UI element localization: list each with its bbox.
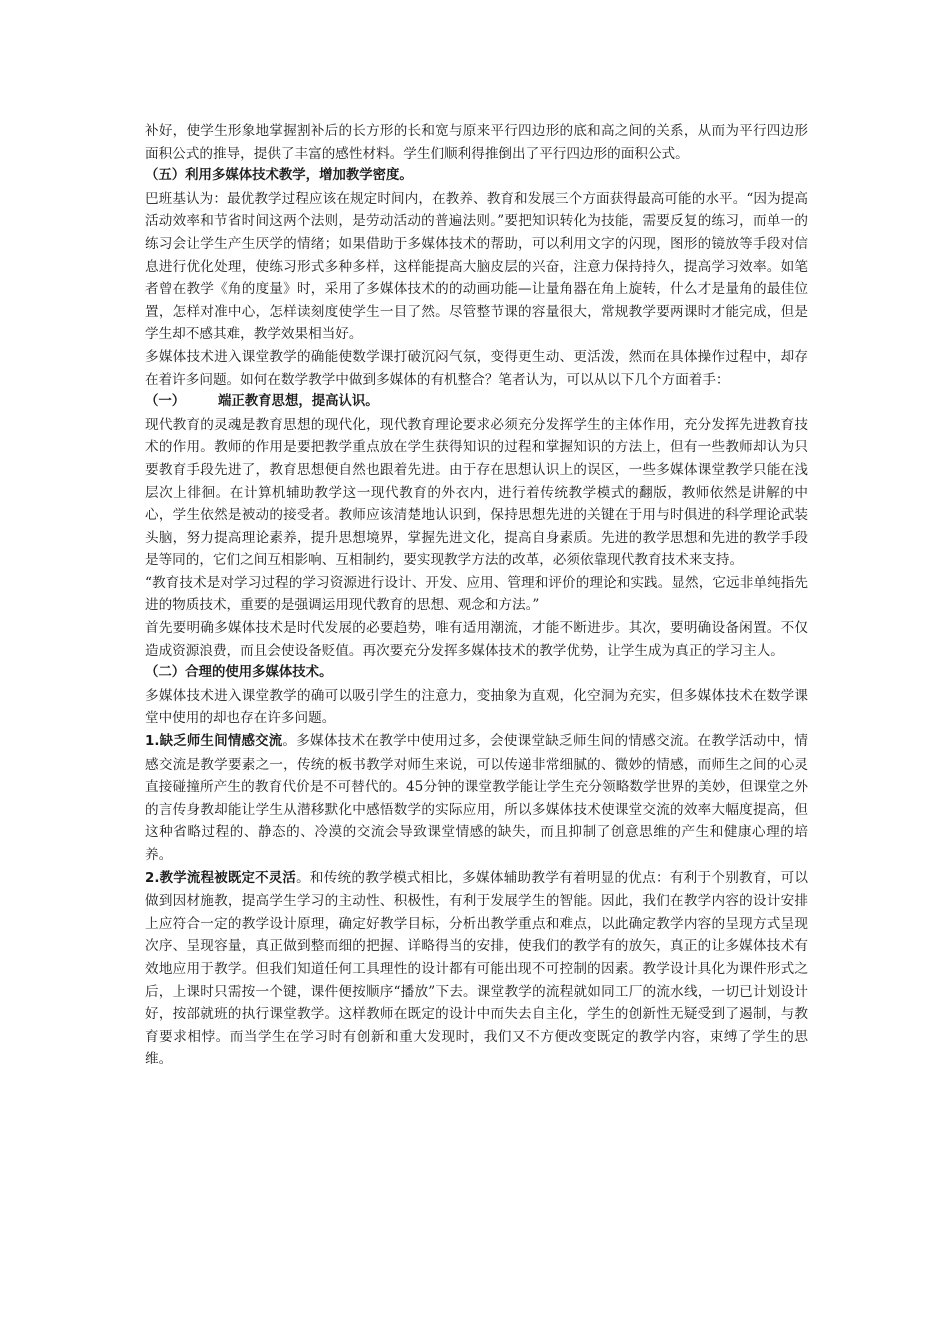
- paragraph-flow: [145, 867, 808, 1071]
- point-two-body: 。和传统的教学模式相比，多媒体辅助教学有着明显的优点：有利于个别教育，可以做到因材施教，提高学生学习的主动性、积极性，有利于发展学生的智能。因此，我们在教学内容的设计安排上应符合一定的教学设计原理，确定好教学目标，分析出教学重点和难点，以此确定教学内容的呈现方式呈现次序、呈现容量，真正做到整而细的把握、详略得当的安排，使我们的教学有的放矢，真正的让多媒体技术有效地应用于教学。但我们知道任何工具理性的设计都有可能出现不可控制的因素。教学设计具化为课件形式之后，上课时只需按一个键，课件便按顺序“播放”下去。课堂教学的流程就如同工厂的流水线，一切已计划设计好，按部就班的执行课堂教学。这样教师在既定的设计中而失去自主化，学生的创新性无疑受到了遏制，与教育要求相悖。而当学生在学习时有创新和重大发现时，我们又不方便改变既定的教学内容，束缚了学生的思维。: [145, 869, 809, 1068]
- section-heading-five: （五）利用多媒体技术教学，增加教学密度。: [145, 168, 413, 184]
- point-one-lead: 1.缺乏师生间情感交流: [145, 734, 283, 750]
- paragraph-intro: 补好，使学生形象地掌握割补后的长方形的长和宽与原来平行四边形的底和高之间的关系，从而为平行四边形面积公式的推导，提供了丰富的感性材料。学生们顺利得推倒出了平行四边形的面积公式。: [145, 123, 808, 162]
- section-heading-one-number: （一）: [145, 394, 186, 410]
- paragraph-attention: 多媒体技术进入课堂教学的确可以吸引学生的注意力，变抽象为直观，化空洞为充实，但多媒体技术在数学课堂中使用的却也存在许多问题。: [145, 687, 808, 727]
- paragraph-emotion: [145, 730, 808, 867]
- paragraph-problems: 多媒体技术进入课堂教学的确能使数学课打破沉闷气氛，变得更生动、更活泼，然而在具体操作过程中，却存在着许多问题。如何在数学教学中做到多媒体的有机整合？笔者认为，可以从以下几个方面着手：: [145, 348, 808, 388]
- point-one-body: 。多媒体技术在教学中使用过多，会使课堂缺乏师生间的情感交流。在教学活动中，情感交流是教学要素之一，传统的板书教学对师生来说，可以传递非常细腻的、微妙的情感，而师生之间的心灵直接碰撞所产生的教育代价是不可替代的。45分钟的课堂教学能让学生充分领略数学世界的美妙，但课堂之外的言传身教却能让学生从潜移默化中感悟数学的实际应用，所以多媒体技术使课堂交流的效率大幅度提高，但这种省略过程的、静态的、冷漠的交流会导致课堂情感的缺失，而且抑制了创意思维的产生和健康心理的培养。: [145, 733, 809, 863]
- paragraph-education-thought: 现代教育的灵魂是教育思想的现代化，现代教育理论要求必须充分发挥学生的主体作用，充分发挥先进教育技术的作用。教师的作用是要把教学重点放在学生获得知识的过程和掌握知识的方法上，但有一些教师却认为只要教育手段先进了，教育思想便自然也跟着先进。由于存在思想认识上的误区，一些多媒体课堂教学只能在浅层次上徘徊。在计算机辅助教学这一现代教育的外衣内，进行着传统教学模式的翻版，教师依然是讲解的中心，学生依然是被动的接受者。教师应该清楚地认识到，保持思想先进的关键在于用与时俱进的科学理论武装头脑，努力提高理论素养，提升思想境界，掌握先进文化，提高自身素质。先进的教学思想和先进的教学手段是等同的，它们之间互相影响、互相制约，要实现教学方法的改革，必须依靠现代教育技术来支持。: [145, 416, 808, 569]
- document-page: [145, 120, 808, 1071]
- section-heading-one: [145, 391, 808, 414]
- paragraph-babansky: 巴班基认为：最优教学过程应该在规定时间内，在教养、教育和发展三个方面获得最高可能的水平。“因为提高活动效率和节省时间这两个法则，是劳动活动的普遍法则。”要把知识转化为技能，需要反复的练习，而单一的练习会让学生产生厌学的情绪；如果借助于多媒体技术的帮助，可以利用文字的闪现，图形的镜放等手段对信息进行优化处理，使练习形式多种多样，这样能提高大脑皮层的兴奋，注意力保持持久，提高学习效率。如笔者曾在教学《角的度量》时，采用了多媒体技术的的动画功能—让量角器在角上旋转，什么才是量角的最佳位置，怎样对准中心，怎样读刻度使学生一目了然。尽管整节课的容量很大，常规教学要两课时才能完成，但是学生却不感其难，教学效果相当好。: [145, 190, 808, 343]
- paragraph-trend: 首先要明确多媒体技术是时代发展的必要趋势，唯有适用潮流，才能不断进步。其次，要明确设备闲置。不仅造成资源浪费，而且会使设备贬值。再次要充分发挥多媒体技术的教学优势，让学生成为真正的学习主人。: [145, 620, 808, 659]
- section-heading-one-text: 端正教育思想，提高认识。: [218, 394, 379, 410]
- section-heading-two: （二）合理的使用多媒体技术。: [145, 665, 333, 681]
- point-two-lead: 2.教学流程被既定不灵活: [145, 870, 297, 886]
- paragraph-quote: “教育技术是对学习过程的学习资源进行设计、开发、应用、管理和评价的理论和实践。显然，它远非单纯指先进的物质技术，重要的是强调运用现代教育的思想、观念和方法。”: [145, 574, 808, 614]
